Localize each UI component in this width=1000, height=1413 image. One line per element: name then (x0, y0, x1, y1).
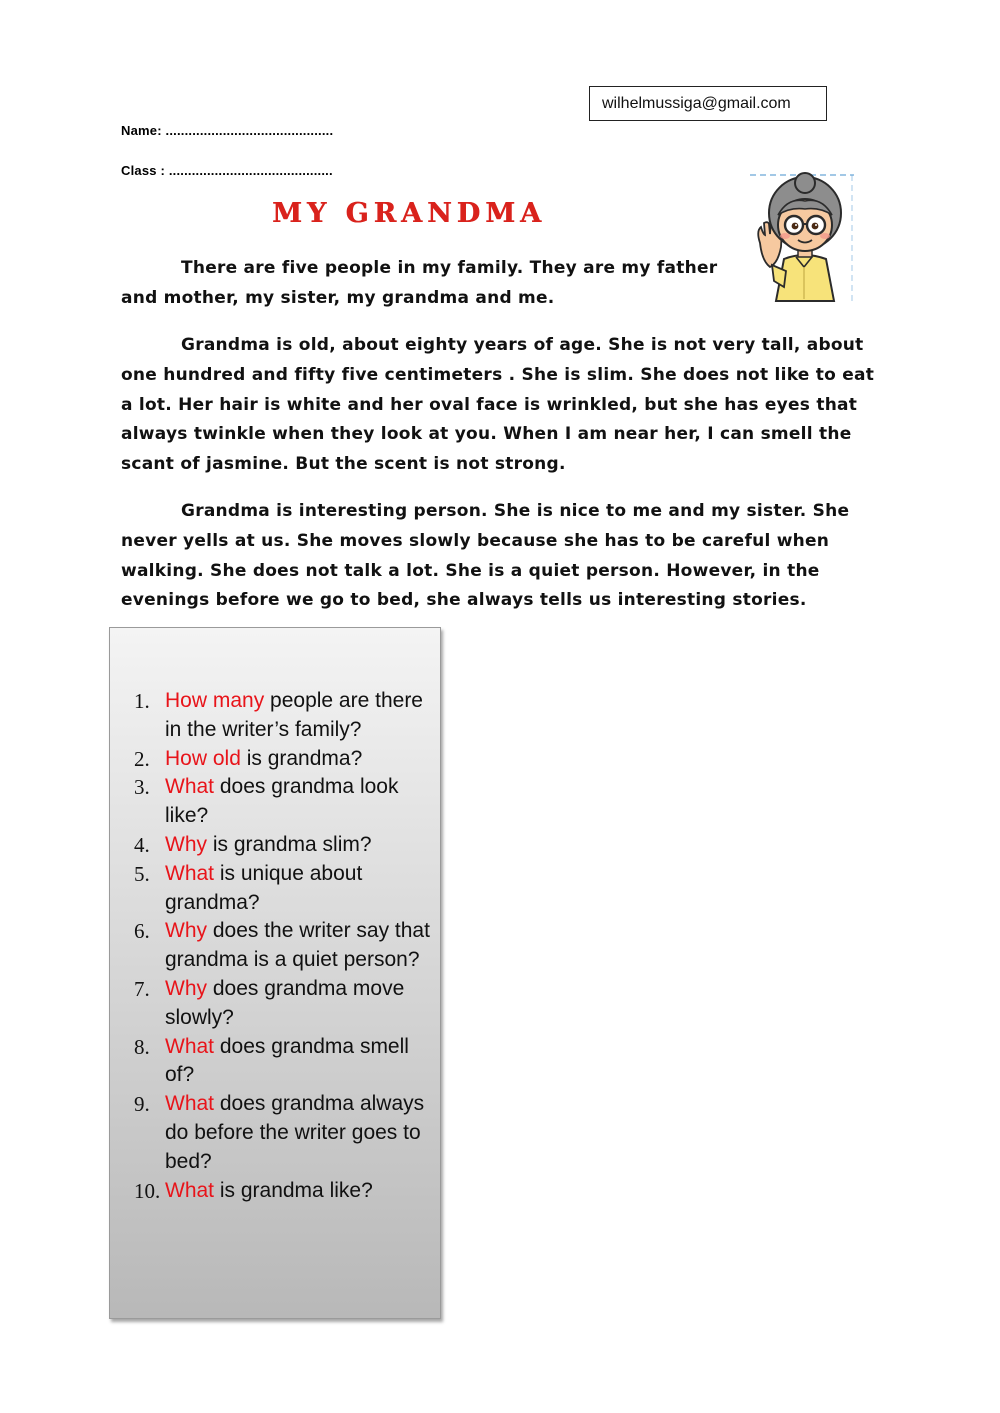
question-number: 10. (134, 1178, 161, 1203)
question-text (165, 917, 434, 975)
paragraph-personality: Grandma is interesting person. She is nice to me and my sister. She never yells at us. She moves slowly because she has to be careful when walking. She does not talk a lot. She is a quiet person. However, in the evenings before we go to bed, she always tells us interesting stories. (121, 501, 850, 611)
question-rest: is grandma slim? (207, 832, 372, 856)
question-number: 2. (134, 746, 150, 771)
questions-list (134, 687, 434, 1205)
question-rest: does grandma look like? (165, 775, 399, 828)
question-number: 5. (134, 861, 150, 886)
question-text (165, 1090, 434, 1176)
page-title: MY GRANDMA (272, 198, 546, 229)
question-text (165, 687, 434, 745)
question-number: 1. (134, 689, 150, 713)
question-rest: does grandma move slowly? (165, 976, 405, 1029)
question-word: What (165, 861, 215, 885)
question-word: What (165, 1178, 215, 1202)
name-field: Name: ............................................ (121, 123, 334, 138)
question-number: 9. (134, 1092, 150, 1117)
question-item (134, 1177, 434, 1206)
question-word: Why (165, 919, 207, 943)
question-item (134, 745, 434, 774)
question-text (165, 860, 434, 918)
question-rest: is grandma like? (214, 1178, 373, 1202)
question-word: How old (165, 746, 241, 770)
question-item (134, 687, 434, 745)
question-word: Why (165, 976, 207, 1000)
question-text (165, 1177, 434, 1206)
email-box: wilhelmussiga@gmail.com (589, 86, 827, 121)
question-rest: is unique about grandma? (165, 861, 363, 914)
class-field: Class : ........................................... (121, 163, 333, 178)
paragraph-appearance: Grandma is old, about eighty years of age. She is not very tall, about one hundred and fifty five centimeters . She is slim. She does not like to eat a lot. Her hair is white and her oval face is wrinkled, but she has eyes that always twinkle when they look at you. When I am near her, I can smell the scant of jasmine. But the scent is not strong. (121, 335, 875, 475)
question-number: 6. (134, 919, 150, 944)
question-text (165, 975, 434, 1033)
question-item (134, 1033, 434, 1091)
question-word: What (165, 1092, 215, 1116)
question-number: 4. (134, 832, 150, 857)
question-item (134, 1090, 434, 1176)
question-rest: does grandma smell of? (165, 1034, 409, 1087)
question-number: 8. (134, 1034, 150, 1059)
questions-box (109, 627, 441, 1319)
question-item (134, 773, 434, 831)
question-number: 7. (134, 976, 150, 1001)
question-text (165, 745, 434, 774)
question-item (134, 917, 434, 975)
question-item (134, 860, 434, 918)
grandma-waving-icon (748, 171, 856, 303)
question-text (165, 831, 434, 860)
question-word: Why (165, 832, 207, 856)
question-rest: does grandma always do before the writer goes to bed? (165, 1092, 425, 1173)
question-word: How many (165, 689, 265, 712)
question-text (165, 1033, 434, 1091)
question-item (134, 831, 434, 860)
question-word: What (165, 1034, 215, 1058)
question-rest: does the writer say that grandma is a quiet person? (165, 919, 430, 972)
question-number: 3. (134, 775, 150, 800)
question-rest: people are there in the writer’s family? (165, 689, 423, 741)
question-text (165, 773, 434, 831)
paragraph-family: There are five people in my family. They are my father and mother, my sister, my grandma and me. (121, 258, 718, 308)
question-word: What (165, 775, 215, 799)
question-rest: is grandma? (240, 746, 363, 770)
question-item (134, 975, 434, 1033)
